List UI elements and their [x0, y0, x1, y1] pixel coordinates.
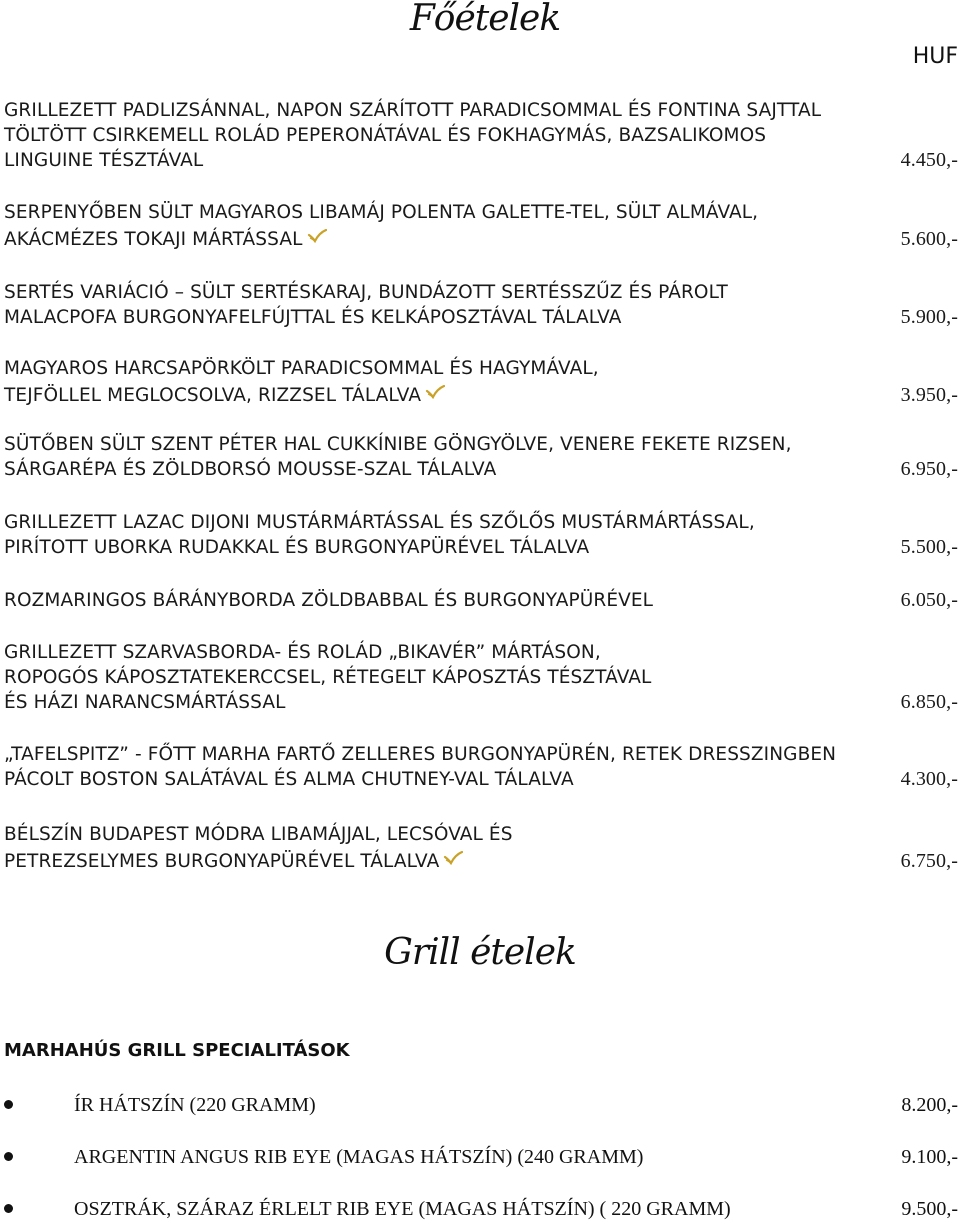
- grill-item-name: OSZTRÁK, SZÁRAZ ÉRLELT RIB EYE (MAGAS HÁTSZÍN) ( 220 GRAMM): [74, 1198, 731, 1220]
- menu-item-description-line: TEJFÖLLEL MEGLOCSOLVA, RIZZSEL TÁLALVA: [4, 385, 422, 406]
- menu-item-last-line: [4, 588, 653, 613]
- currency-label: HUF: [912, 44, 958, 69]
- menu-item-description-line: SÜTŐBEN SÜLT SZENT PÉTER HAL CUKKÍNIBE GÖNGYÖLVE, VENERE FEKETE RIZSEN,: [4, 434, 792, 455]
- menu-item-description-line: GRILLEZETT PADLIZSÁNNAL, NAPON SZÁRÍTOTT PARADICSOMMAL ÉS FONTINA SAJTTAL: [4, 100, 822, 121]
- menu-item-description-line: PETREZSELYMES BURGONYAPÜRÉVEL TÁLALVA: [4, 851, 440, 872]
- bullet-icon: [4, 1204, 13, 1213]
- chef-recommendation-icon: [443, 847, 463, 861]
- menu-item: [4, 432, 958, 482]
- menu-item-last-line: [4, 767, 574, 792]
- menu-item: [4, 822, 958, 874]
- menu-item-description-line: GRILLEZETT SZARVASBORDA- ÉS ROLÁD „BIKAVÉR” MÁRTÁSON,: [4, 642, 601, 663]
- menu-item-description-line: BÉLSZÍN BUDAPEST MÓDRA LIBAMÁJJAL, LECSÓVAL ÉS: [4, 824, 513, 845]
- menu-item-last-line: [4, 225, 327, 252]
- menu-item-price: 5.500,-: [900, 536, 958, 558]
- bullet-icon: [4, 1152, 13, 1161]
- grill-item-name: ÍR HÁTSZÍN (220 GRAMM): [74, 1094, 316, 1116]
- grill-item: [4, 1198, 958, 1226]
- chef-recommendation-icon: [307, 225, 327, 239]
- grill-item-price: 9.100,-: [901, 1146, 958, 1168]
- menu-item: [4, 742, 958, 792]
- menu-item-description-line: MAGYAROS HARCSAPÖRKÖLT PARADICSOMMAL ÉS HAGYMÁVAL,: [4, 358, 599, 379]
- chef-recommendation-icon: [425, 381, 445, 395]
- menu-item: [4, 640, 958, 715]
- menu-item-description-line: GRILLEZETT LAZAC DIJONI MUSTÁRMÁRTÁSSAL ÉS SZŐLŐS MUSTÁRMÁRTÁSSAL,: [4, 512, 755, 533]
- menu-item: [4, 200, 958, 252]
- menu-item-description-line: SERPENYŐBEN SÜLT MAGYAROS LIBAMÁJ POLENTA GALETTE-TEL, SÜLT ALMÁVAL,: [4, 202, 759, 223]
- menu-item-last-line: [4, 847, 463, 874]
- grill-item-price: 9.500,-: [901, 1198, 958, 1220]
- menu-item-last-line: [4, 305, 622, 330]
- menu-item-description-line: PIRÍTOTT UBORKA RUDAKKAL ÉS BURGONYAPÜRÉVEL TÁLALVA: [4, 537, 590, 558]
- menu-item-description-line: SÁRGARÉPA ÉS ZÖLDBORSÓ MOUSSE-SZAL TÁLALVA: [4, 459, 497, 480]
- menu-item-price: 6.850,-: [900, 691, 958, 713]
- menu-item-last-line: [4, 381, 445, 408]
- menu-item-description-line: „TAFELSPITZ” - FŐTT MARHA FARTŐ ZELLERES BURGONYAPÜRÉN, RETEK DRESSZINGBEN: [4, 744, 837, 765]
- menu-item-price: 6.950,-: [900, 458, 958, 480]
- menu-item-price: 3.950,-: [900, 384, 958, 406]
- menu-item-price: 6.050,-: [900, 589, 958, 611]
- menu-item: [4, 280, 958, 330]
- menu-item-description-line: AKÁCMÉZES TOKAJI MÁRTÁSSAL: [4, 229, 303, 250]
- menu-item-price: 4.450,-: [900, 149, 958, 171]
- menu-item-price: 4.300,-: [900, 768, 958, 790]
- menu-item-description-line: MALACPOFA BURGONYAFELFÚJTTAL ÉS KELKÁPOSZTÁVAL TÁLALVA: [4, 307, 622, 328]
- menu-item: [4, 588, 958, 613]
- menu-item-description-line: ROZMARINGOS BÁRÁNYBORDA ZÖLDBABBAL ÉS BURGONYAPÜRÉVEL: [4, 590, 654, 611]
- grill-item: [4, 1094, 958, 1122]
- grill-item-price: 8.200,-: [901, 1094, 958, 1116]
- menu-item-price: 6.750,-: [900, 850, 958, 872]
- grill-item: [4, 1146, 958, 1174]
- menu-item-price: 5.900,-: [900, 306, 958, 328]
- menu-item-description-line: SERTÉS VARIÁCIÓ – SÜLT SERTÉSKARAJ, BUNDÁZOTT SERTÉSSZŰZ ÉS PÁROLT: [4, 282, 728, 303]
- menu-item-description-line: LINGUINE TÉSZTÁVAL: [4, 150, 204, 171]
- section-title-main: Főételek: [409, 0, 561, 39]
- menu-item-last-line: [4, 457, 496, 482]
- menu-item-description-line: ROPOGÓS KÁPOSZTATEKERCCSEL, RÉTEGELT KÁPOSZTÁS TÉSZTÁVAL: [4, 667, 652, 688]
- section-title-grill: Grill ételek: [384, 932, 576, 973]
- grill-item-name: ARGENTIN ANGUS RIB EYE (MAGAS HÁTSZÍN) (240 GRAMM): [74, 1146, 644, 1168]
- menu-item: [4, 356, 958, 408]
- menu-item-last-line: [4, 690, 285, 715]
- grill-subheading: MARHAHÚS GRILL SPECIALITÁSOK: [4, 1040, 350, 1061]
- menu-item: [4, 510, 958, 560]
- bullet-icon: [4, 1100, 13, 1109]
- menu-item-price: 5.600,-: [900, 228, 958, 250]
- menu-item-description-line: ÉS HÁZI NARANCSMÁRTÁSSAL: [4, 692, 286, 713]
- menu-item-description-line: PÁCOLT BOSTON SALÁTÁVAL ÉS ALMA CHUTNEY-VAL TÁLALVA: [4, 769, 574, 790]
- menu-item: [4, 98, 958, 173]
- menu-item-description-line: TÖLTÖTT CSIRKEMELL ROLÁD PEPERONÁTÁVAL ÉS FOKHAGYMÁS, BAZSALIKOMOS: [4, 125, 767, 146]
- menu-item-last-line: [4, 535, 589, 560]
- menu-item-last-line: [4, 148, 203, 173]
